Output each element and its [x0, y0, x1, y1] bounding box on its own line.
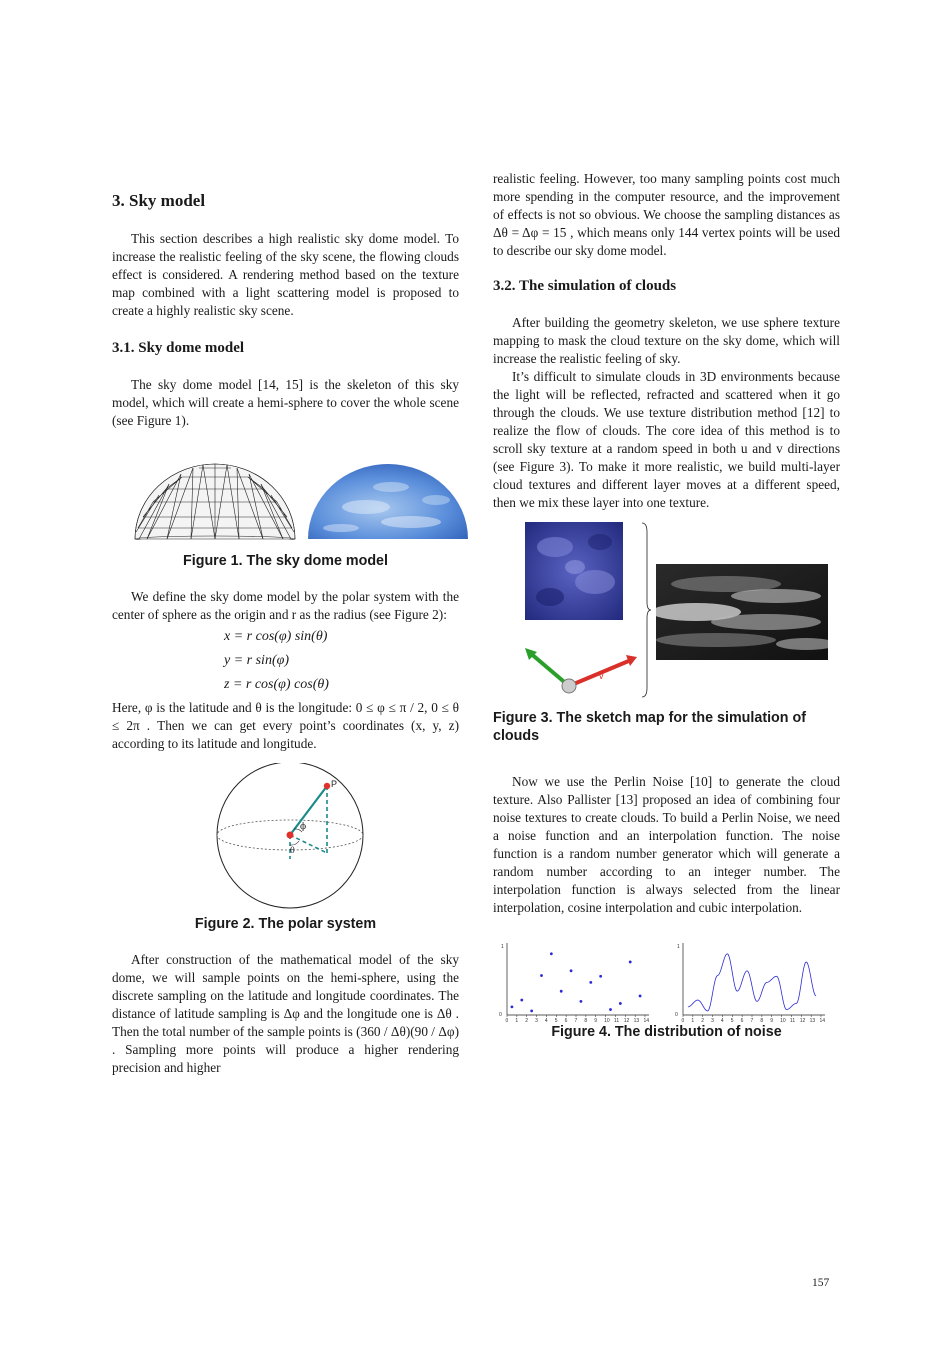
paragraph: Here, φ is the latitude and θ is the longitude: 0 ≤ φ ≤ π / 2, 0 ≤ θ ≤ 2π . Then we can get every point’s coordinates (x, y, z) according to its latitude and longitude. [112, 700, 459, 751]
uv-direction-arrows [523, 646, 643, 698]
x-tick-label: 12 [799, 1018, 806, 1023]
x-tick-label: 10 [604, 1018, 610, 1023]
noise-curve-line [688, 954, 816, 1011]
x-tick-label: 6 [740, 1018, 744, 1023]
left-column [112, 170, 459, 1077]
cloud-texture-image [656, 564, 828, 660]
origin-point [287, 832, 294, 839]
noise-point [570, 969, 573, 972]
noise-point [540, 974, 543, 977]
section-intro: This section describes a high realistic sky dome model. To increase the realistic feeling of the sky scene, the flowing clouds effect is considered. A rendering method based on the texture map combined with a light scattering model is proposed to create a highly realistic sky scene. [112, 231, 459, 318]
x-tick-label: 8 [584, 1018, 588, 1023]
x-tick-label: 2 [701, 1018, 704, 1023]
x-tick-label: 7 [574, 1018, 578, 1023]
x-tick-label: 3 [711, 1018, 714, 1023]
noise-point [511, 1005, 514, 1008]
x-tick-label: 2 [525, 1018, 528, 1023]
x-tick-label: 7 [750, 1018, 754, 1023]
noise-curve-plot [671, 939, 826, 1023]
x-tick-label: 1 [691, 1018, 695, 1023]
paragraph: It’s difficult to simulate clouds in 3D environments because the light will be reflected, refracted and scattered when it go through the clouds. We use texture distribution method [12] to realize the flow of clouds. The core idea of this method is to scroll sky texture at a random speed in both u and v directions (see Figure 3). To make it more realistic, we build multi-layer cloud textures and different layer moves at a different speed, then we mix these layer into one texture. [493, 369, 840, 510]
noise-point [580, 1000, 583, 1003]
page-number: 157 [812, 1277, 830, 1289]
noise-point [520, 999, 523, 1002]
figure-4 [493, 939, 840, 1023]
x-tick-label: 10 [780, 1018, 786, 1023]
label-theta: θ [290, 846, 295, 855]
x-tick-label: 1 [515, 1018, 519, 1023]
noise-point [629, 961, 632, 964]
figure-1 [112, 458, 459, 546]
brace [641, 522, 651, 698]
paragraph: After building the geometry skeleton, we use sphere texture mapping to mask the cloud texture on the sky dome, which will increase the realistic feeling of sky. [493, 315, 840, 366]
polar-system-diagram [210, 763, 370, 909]
y-tick-label: 0 [675, 1012, 678, 1018]
x-tick-label: 3 [535, 1018, 538, 1023]
equation-x: x = r cos(φ) sin(θ) [224, 629, 328, 644]
figure-4-caption: Figure 4. The distribution of noise [551, 1024, 782, 1040]
paragraph: The sky dome model [14, 15] is the skeleton of this sky model, which will create a hemi-sphere to cover the whole scene (see Figure 1). [112, 377, 459, 428]
x-tick-label: 5 [730, 1018, 734, 1023]
x-tick-label: 13 [809, 1018, 816, 1023]
label-p: P [331, 779, 338, 789]
label-v: v [599, 671, 604, 681]
x-tick-label: 0 [681, 1018, 685, 1023]
section-number: 3. [112, 191, 125, 210]
noise-point [599, 975, 602, 978]
noise-point [560, 990, 563, 993]
figure-3 [493, 518, 840, 703]
x-tick-label: 8 [760, 1018, 764, 1023]
figure-1-caption: Figure 1. The sky dome model [183, 553, 388, 569]
noise-texture-image [525, 522, 623, 620]
paragraph: Now we use the Perlin Noise [10] to generate the cloud texture. Also Pallister [13] proposed an idea of combining four noise textures to create clouds. To build a Perlin Noise, we need a noise function and an interpolation function. The noise function is a random number generator which will generate a random number according to an integer number. The interpolation function is always selected from the linear interpolation, cosine interpolation and cubic interpolation. [493, 774, 840, 915]
label-phi: ϕ [300, 822, 307, 832]
x-tick-label: 13 [633, 1018, 640, 1023]
figure-2 [112, 763, 459, 909]
x-tick-label: 11 [789, 1018, 796, 1023]
x-tick-label: 9 [770, 1018, 773, 1023]
point-p [324, 783, 330, 789]
y-tick-label: 0 [499, 1012, 502, 1018]
noise-points-plot [495, 939, 650, 1023]
x-tick-label: 9 [594, 1018, 597, 1023]
noise-point [619, 1002, 622, 1005]
x-tick-label: 4 [720, 1018, 724, 1023]
figure-3-caption: Figure 3. The sketch map for the simulation of clouds [493, 710, 806, 744]
paragraph: After construction of the mathematical model of the sky dome, we will sample points on the hemi-sphere, using the discrete sampling on the latitude and longitude coordinates. The distance of latitude sampling is Δφ and the longitude one is Δθ . Then the total number of the sample points is (360 / Δθ)(90 / Δφ) . Sampling more points will produce a higher rendering precision and higher [112, 952, 459, 1075]
x-tick-label: 4 [544, 1018, 548, 1023]
x-tick-label: 6 [564, 1018, 568, 1023]
wireframe-dome-image [133, 462, 298, 540]
section-heading [112, 191, 459, 211]
paragraph: realistic feeling. However, too many sampling points cost much more spending in the computer resource, and the improvement of effects is not so obvious. We choose the sampling distances as Δθ = Δφ = 15 , which means only 144 vertex points will be used to describe our sky dome model. [493, 171, 840, 258]
noise-point [639, 995, 642, 998]
textured-sky-dome-image [306, 462, 471, 540]
noise-point [609, 1008, 612, 1011]
noise-point [589, 981, 592, 984]
equation-z: z = r cos(φ) cos(θ) [224, 677, 329, 692]
y-tick-label: 1 [677, 944, 680, 950]
y-tick-label: 1 [501, 944, 504, 950]
right-column [493, 170, 840, 1041]
noise-point [530, 1010, 533, 1013]
label-u: u [534, 661, 540, 671]
x-tick-label: 0 [505, 1018, 509, 1023]
paragraph: We define the sky dome model by the polar system with the center of sphere as the origin and r as the radius (see Figure 2): [112, 589, 459, 622]
x-tick-label: 5 [554, 1018, 558, 1023]
x-tick-label: 14 [643, 1018, 650, 1023]
equation-y: y = r sin(φ) [224, 653, 290, 668]
x-tick-label: 12 [623, 1018, 630, 1023]
x-tick-label: 14 [819, 1018, 826, 1023]
figure-2-caption: Figure 2. The polar system [194, 916, 377, 932]
radius-line [290, 786, 327, 835]
noise-point [550, 952, 553, 955]
subsection-3-2-title: 3.2. The simulation of clouds [493, 278, 677, 294]
subsection-3-1-title: 3.1. Sky dome model [112, 340, 245, 356]
section-title: Sky model [129, 191, 206, 210]
x-tick-label: 11 [613, 1018, 620, 1023]
